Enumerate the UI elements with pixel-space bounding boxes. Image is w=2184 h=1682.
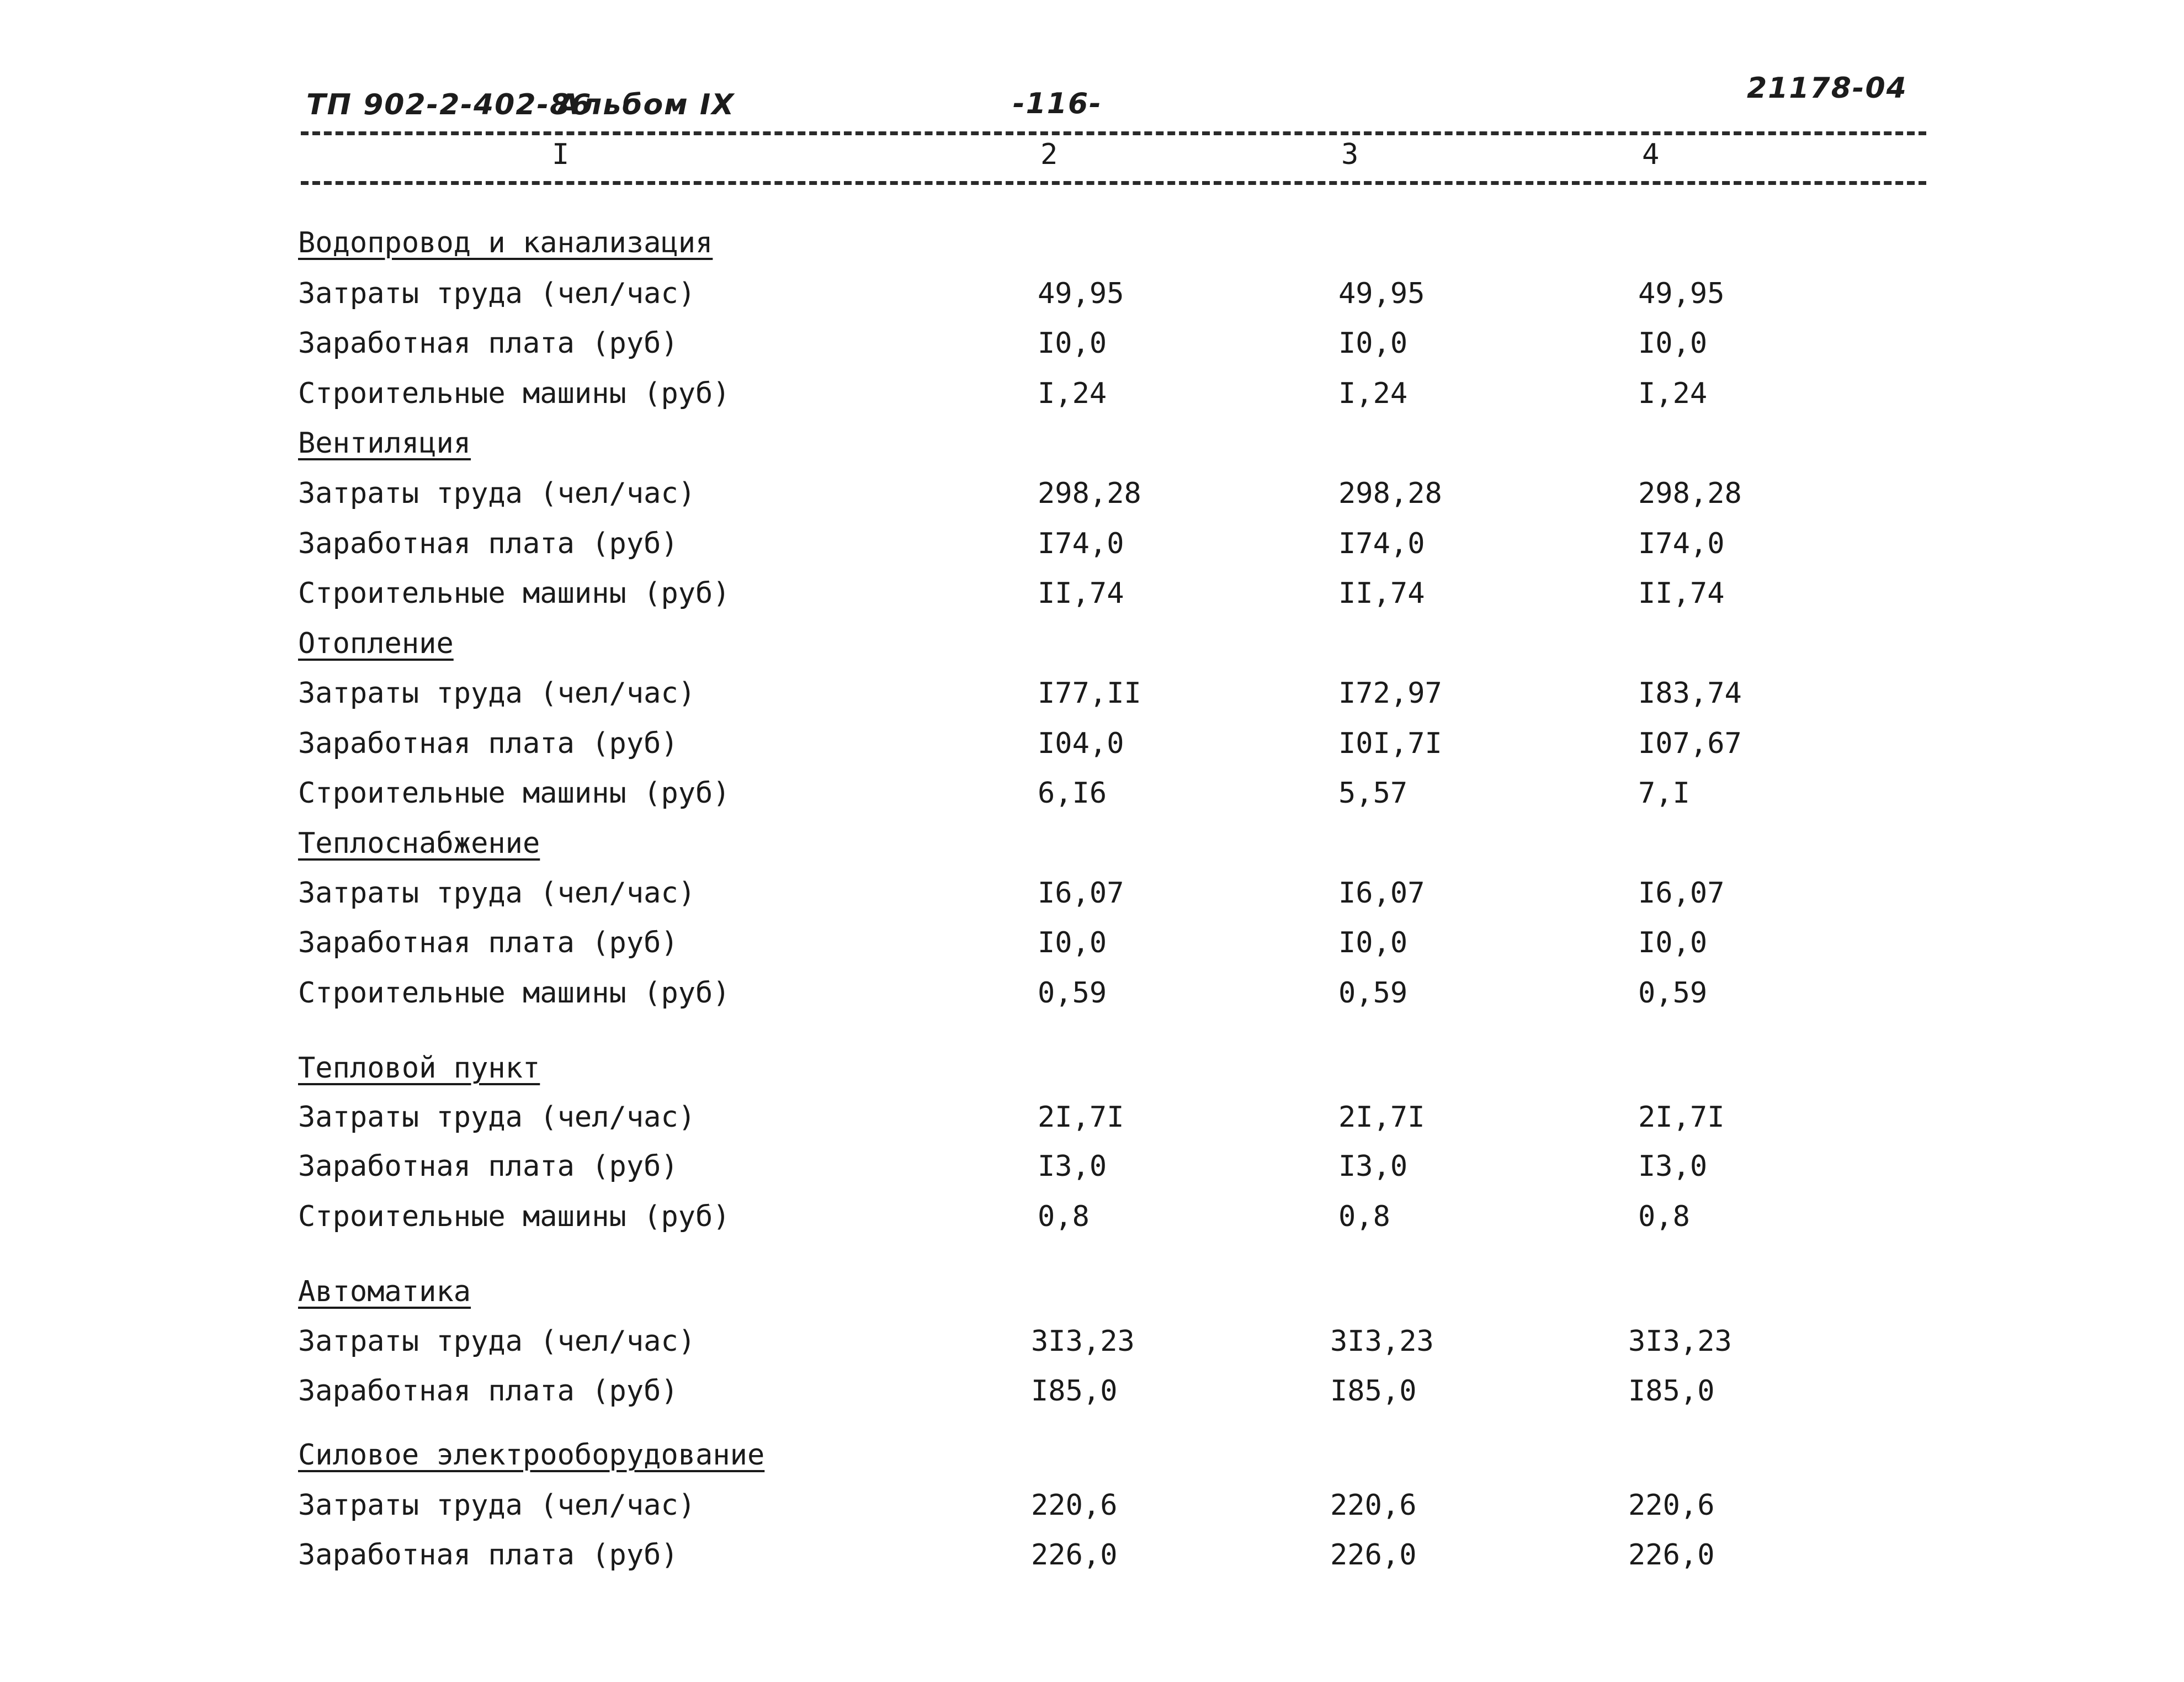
cell-col4: 49,95 — [1638, 277, 1725, 310]
cell-col2: I0,0 — [1038, 327, 1107, 360]
section-title-heat-supply: Теплоснабжение — [298, 827, 540, 860]
row-label: Строительные машины (руб) — [298, 777, 730, 810]
section-title-heating: Отопление — [298, 627, 454, 660]
table-row — [0, 1101, 2184, 1134]
table-row — [0, 1325, 2184, 1358]
cell-col2: I85,0 — [1031, 1375, 1118, 1408]
cell-col4: I0,0 — [1638, 327, 1708, 360]
cell-col4: I83,74 — [1638, 677, 1742, 710]
row-label: Заработная плата (руб) — [298, 926, 678, 959]
cell-col2: I,24 — [1038, 377, 1107, 410]
row-label: Затраты труда (чел/час) — [298, 1325, 696, 1358]
cell-col4: I0,0 — [1638, 926, 1708, 959]
row-label: Заработная плата (руб) — [298, 1150, 678, 1183]
cell-col3: I,24 — [1338, 377, 1408, 410]
cell-col2: 49,95 — [1038, 277, 1124, 310]
cell-col4: 220,6 — [1628, 1489, 1715, 1522]
cell-col4: I,24 — [1638, 377, 1708, 410]
cell-col2: 2I,7I — [1038, 1101, 1124, 1134]
cell-col3: I0I,7I — [1338, 727, 1442, 760]
cell-col4: 2I,7I — [1638, 1101, 1725, 1134]
cell-col4: I07,67 — [1638, 727, 1742, 760]
table-row — [0, 677, 2184, 710]
cell-col4: 226,0 — [1628, 1538, 1715, 1572]
cell-col3: I0,0 — [1338, 327, 1408, 360]
table-row — [0, 777, 2184, 810]
table-row — [0, 977, 2184, 1010]
header-bottom-rule — [301, 181, 1926, 185]
cell-col2: 0,59 — [1038, 977, 1107, 1010]
cell-col2: 220,6 — [1031, 1489, 1118, 1522]
section-title-automation: Автоматика — [298, 1275, 471, 1308]
cell-col3: 220,6 — [1330, 1489, 1417, 1522]
column-number-1: I — [552, 138, 570, 171]
cell-col2: I3,0 — [1038, 1150, 1107, 1183]
section-title-water-sewer: Водопровод и канализация — [298, 226, 713, 259]
table-row — [0, 527, 2184, 560]
cell-col4: 7,I — [1638, 777, 1690, 810]
cell-col2: II,74 — [1038, 577, 1124, 610]
cell-col3: I3,0 — [1338, 1150, 1408, 1183]
cell-col3: 49,95 — [1338, 277, 1425, 310]
table-row — [0, 377, 2184, 410]
cell-col4: 3I3,23 — [1628, 1325, 1732, 1358]
cell-col3: I85,0 — [1330, 1375, 1417, 1408]
section-title-heat-point: Тепловой пункт — [298, 1052, 540, 1085]
row-label: Заработная плата (руб) — [298, 327, 678, 360]
cell-col3: 2I,7I — [1338, 1101, 1425, 1134]
column-number-4: 4 — [1642, 138, 1660, 171]
row-label: Затраты труда (чел/час) — [298, 477, 696, 510]
cell-col4: I74,0 — [1638, 527, 1725, 560]
cell-col2: I0,0 — [1038, 926, 1107, 959]
cell-col2: I77,II — [1038, 677, 1141, 710]
cell-col2: I6,07 — [1038, 877, 1124, 910]
row-label: Затраты труда (чел/час) — [298, 677, 696, 710]
row-label: Затраты труда (чел/час) — [298, 1489, 696, 1522]
row-label: Строительные машины (руб) — [298, 577, 730, 610]
table-row — [0, 1538, 2184, 1572]
table-row — [0, 1489, 2184, 1522]
cell-col4: 0,59 — [1638, 977, 1708, 1010]
cell-col2: 0,8 — [1038, 1200, 1090, 1233]
table-row — [0, 277, 2184, 310]
table-row — [0, 577, 2184, 610]
album-label: Альбом IX — [557, 88, 735, 121]
row-label: Затраты труда (чел/час) — [298, 877, 696, 910]
cell-col2: 226,0 — [1031, 1538, 1118, 1572]
row-label: Строительные машины (руб) — [298, 1200, 730, 1233]
column-number-3: 3 — [1341, 138, 1359, 171]
document-code: ТП 902-2-402-86 — [306, 88, 592, 121]
cell-col4: 298,28 — [1638, 477, 1742, 510]
row-label: Заработная плата (руб) — [298, 727, 678, 760]
column-number-2: 2 — [1040, 138, 1058, 171]
cell-col2: I04,0 — [1038, 727, 1124, 760]
cell-col3: 0,59 — [1338, 977, 1408, 1010]
table-row — [0, 1200, 2184, 1233]
cell-col3: 226,0 — [1330, 1538, 1417, 1572]
cell-col3: I72,97 — [1338, 677, 1442, 710]
table-row — [0, 1375, 2184, 1408]
cell-col4: II,74 — [1638, 577, 1725, 610]
table-row — [0, 727, 2184, 760]
row-label: Затраты труда (чел/час) — [298, 1101, 696, 1134]
row-label: Заработная плата (руб) — [298, 1538, 678, 1572]
cell-col4: I3,0 — [1638, 1150, 1708, 1183]
row-label: Строительные машины (руб) — [298, 977, 730, 1010]
cell-col3: I0,0 — [1338, 926, 1408, 959]
cell-col2: I74,0 — [1038, 527, 1124, 560]
cell-col3: 298,28 — [1338, 477, 1442, 510]
row-label: Заработная плата (руб) — [298, 527, 678, 560]
row-label: Строительные машины (руб) — [298, 377, 730, 410]
cell-col3: 5,57 — [1338, 777, 1408, 810]
cell-col4: I6,07 — [1638, 877, 1725, 910]
cell-col3: 0,8 — [1338, 1200, 1390, 1233]
cell-col2: 6,I6 — [1038, 777, 1107, 810]
table-row — [0, 1150, 2184, 1183]
cell-col4: 0,8 — [1638, 1200, 1690, 1233]
table-row — [0, 877, 2184, 910]
section-title-power-equipment: Силовое электрооборудование — [298, 1439, 765, 1472]
table-row — [0, 327, 2184, 360]
page-number: -116- — [1013, 87, 1102, 120]
cell-col3: I6,07 — [1338, 877, 1425, 910]
table-row — [0, 477, 2184, 510]
section-title-ventilation: Вентиляция — [298, 427, 471, 460]
row-label: Заработная плата (руб) — [298, 1375, 678, 1408]
cell-col4: I85,0 — [1628, 1375, 1715, 1408]
header-top-rule — [301, 131, 1926, 135]
inventory-number: 21178-04 — [1747, 72, 1907, 105]
cell-col3: 3I3,23 — [1330, 1325, 1434, 1358]
cell-col2: 3I3,23 — [1031, 1325, 1135, 1358]
table-row — [0, 926, 2184, 959]
row-label: Затраты труда (чел/час) — [298, 277, 696, 310]
cell-col3: I74,0 — [1338, 527, 1425, 560]
cell-col3: II,74 — [1338, 577, 1425, 610]
cell-col2: 298,28 — [1038, 477, 1141, 510]
